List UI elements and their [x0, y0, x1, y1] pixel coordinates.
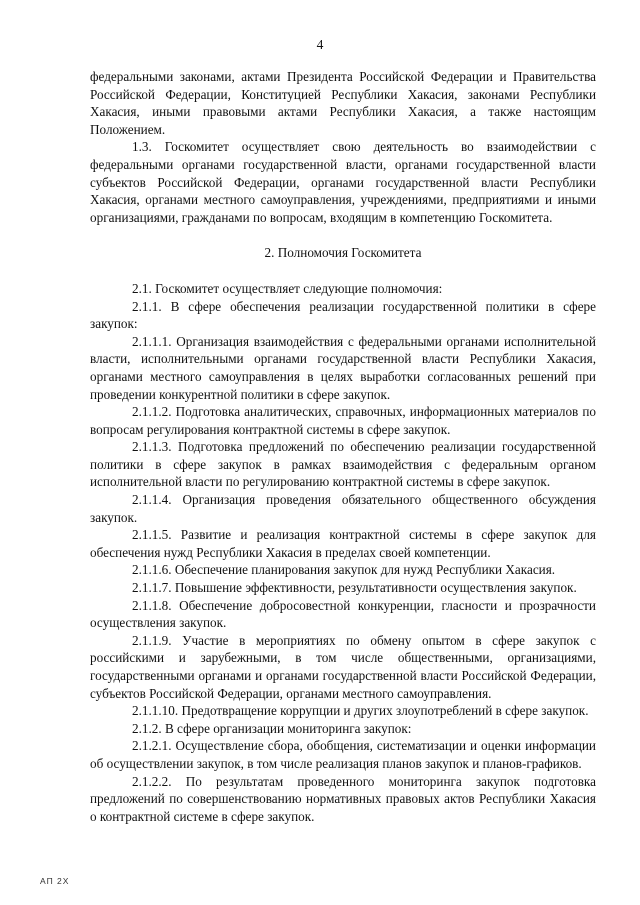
section-heading: 2. Полномочия Госкомитета: [264, 245, 422, 261]
footer-code: АП 2Х: [40, 876, 70, 886]
paragraph-2-1-1-7: 2.1.1.7. Повышение эффективности, результативности осуществления закупок.: [132, 580, 577, 596]
paragraph-2-1-2: 2.1.2. В сфере организации мониторинга закупок:: [132, 720, 412, 736]
paragraph-2-1-1: 2.1.1. В сфере обеспечения реализации государственной политики в сфере закупок:: [90, 298, 596, 332]
paragraph-2-1-1-5: 2.1.1.5. Развитие и реализация контрактной системы в сфере закупок для обеспечения нужд Республики Хакасия в пределах своей компетенции.: [90, 527, 596, 560]
paragraph-1-3: 1.3. Госкомитет осуществляет свою деятельность во взаимодействии с федеральными органами государственной власти, органами государственной власти субъектов Российской Федерации, органами государственной власти Республики Хакасия, органами местного самоуправления, учреждениями, предприятиями и иными организациями, гражданами по вопросам, входящим в компетенцию Госкомитета.: [90, 139, 596, 225]
paragraph-2-1-1-2: 2.1.1.2. Подготовка аналитических, справочных, информационных материалов по вопросам регулирования контрактной системы в сфере закупок.: [90, 404, 596, 437]
page-number: 4: [316, 37, 324, 52]
paragraph-2-1-1-9: 2.1.1.9. Участие в мероприятиях по обмену опытом в сфере закупок с российскими и зарубежными, в том числе общественными, организациями, государственными органами и органами государственной власти Российской Федерации, субъектов Российской Федерации, органами местного самоуправления.: [90, 632, 596, 701]
paragraph-2-1-1-10: 2.1.1.10. Предотвращение коррупции и других злоупотреблений в сфере закупок.: [132, 703, 589, 719]
paragraph-2-1-2-2: 2.1.2.2. По результатам проведенного мониторинга закупок подготовка предложений по совершенствованию нормативных правовых актов Республики Хакасия о контрактной системе в сфере закупок.: [90, 773, 596, 824]
document-body: [90, 68, 596, 825]
paragraph-2-1-2-1: 2.1.2.1. Осуществление сбора, обобщения, систематизации и оценки информации об осуществлении закупок, в том числе реализация планов закупок и планов-графиков.: [90, 738, 596, 771]
paragraph-2-1-1-6: 2.1.1.6. Обеспечение планирования закупок для нужд Республики Хакасия.: [132, 562, 556, 578]
paragraph-continuation: федеральными законами, актами Президента Российской Федерации и Правительства Российской Федерации, Конституцией Республики Хакасия, законами Республики Хакасия, иными правовыми актами Республики Хакасия, а также настоящим Положением.: [90, 69, 596, 137]
paragraph-2-1-1-4: 2.1.1.4. Организация проведения обязательного общественного обсуждения закупок.: [90, 492, 596, 525]
paragraph-2-1-1-8: 2.1.1.8. Обеспечение добросовестной конкуренции, гласности и прозрачности осуществления закупок.: [90, 597, 596, 631]
paragraph-2-1: 2.1. Госкомитет осуществляет следующие полномочия:: [132, 280, 443, 296]
paragraph-2-1-1-3: 2.1.1.3. Подготовка предложений по обеспечению реализации государственной политики в сфере закупок в рамках взаимодействия с федеральным органом исполнительной власти по регулированию контрактной системы в сфере закупок.: [90, 439, 596, 490]
paragraph-2-1-1-1: 2.1.1.1. Организация взаимодействия с федеральными органами исполнительной власти, исполнительными органами государственной власти Республики Хакасия, органами местного самоуправления в целях выработки согласованных решений при проведении конкурентной политики в сфере закупок.: [90, 333, 596, 402]
